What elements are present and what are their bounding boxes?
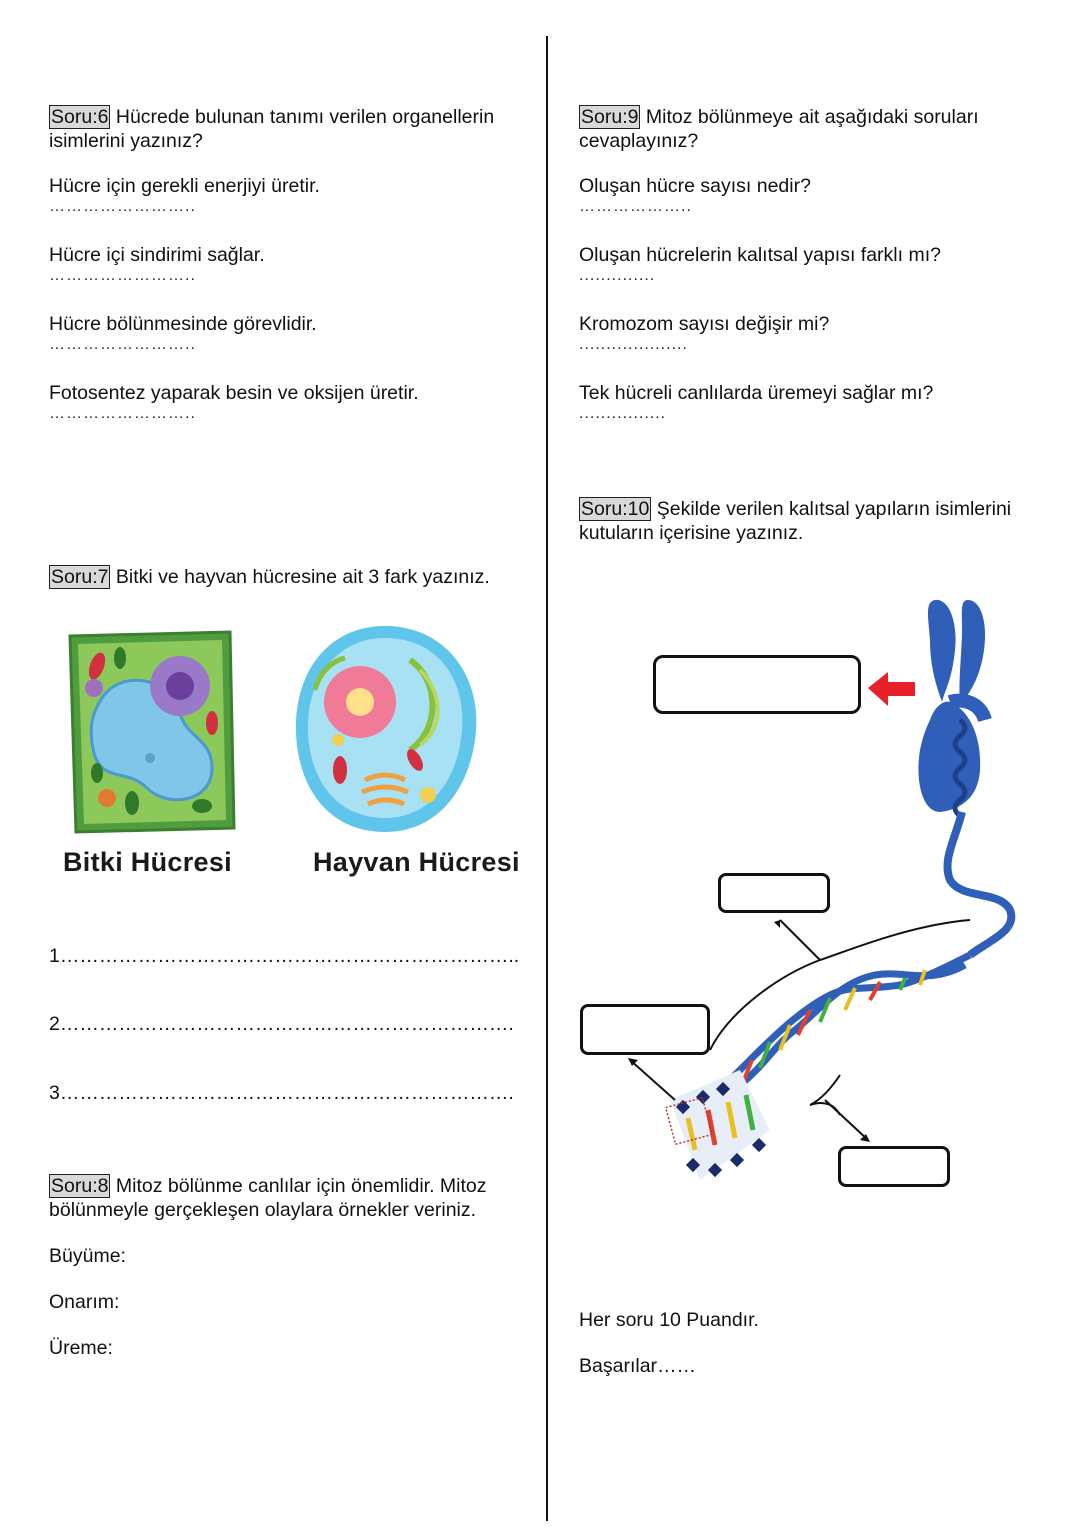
answer-blank[interactable]: …………………….. [49, 198, 196, 215]
question-8-tag: Soru:8 [51, 1175, 109, 1197]
q6-item-1 [49, 175, 320, 216]
q9-item-1 [579, 175, 811, 216]
answer-box-chromosome[interactable] [653, 655, 861, 714]
question-7 [49, 565, 529, 589]
question-7-tag: Soru:7 [51, 566, 109, 588]
difference-line-3[interactable]: 3……………………………………………………………. [49, 1082, 514, 1104]
nucleotide-ladder [666, 1070, 770, 1180]
plant-cell-illustration [62, 628, 240, 836]
question-6-tag: Soru:6 [51, 106, 109, 128]
points-note: Her soru 10 Puandır. [579, 1309, 759, 1331]
answer-blank[interactable]: …………………….. [49, 405, 196, 422]
animal-cell-illustration [290, 620, 480, 836]
question-6-text: Hücrede bulunan tanımı verilen organellerin isimlerini yazınız? [49, 106, 495, 152]
answer-box-dna[interactable] [718, 873, 830, 913]
plant-cell-label: Bitki Hücresi [63, 847, 232, 877]
answer-blank[interactable]: .............. [579, 267, 656, 284]
answer-box-gene[interactable] [838, 1146, 950, 1187]
q6-item-2 [49, 244, 265, 285]
question-9-text: Mitoz bölünmeye ait aşağıdaki soruları cevaplayınız? [579, 106, 979, 152]
q8-item-reproduction: Üreme: [49, 1337, 113, 1359]
q9-item-text: Kromozom sayısı değişir mi? [579, 313, 830, 335]
answer-blank[interactable]: .................... [579, 336, 688, 353]
q6-item-4 [49, 382, 419, 423]
difference-line-2[interactable]: 2……………………………………………………………. [49, 1013, 514, 1035]
question-10-text: Şekilde verilen kalıtsal yapıların isimlerini kutuların içerisine yazınız. [579, 498, 1012, 544]
q9-item-3 [579, 313, 829, 354]
q6-item-text: Hücre bölünmesinde görevlidir. [49, 313, 317, 335]
q9-item-2 [579, 244, 941, 285]
q9-item-4 [579, 382, 933, 423]
q9-item-text: Oluşan hücrelerin kalıtsal yapısı farklı mı? [579, 244, 941, 266]
q8-item-repair: Onarım: [49, 1291, 120, 1313]
difference-line-1[interactable]: 1…………………………………………………………….. [49, 945, 520, 967]
answer-box-nucleotide[interactable] [580, 1004, 710, 1055]
question-8 [49, 1174, 519, 1222]
q9-item-text: Oluşan hücre sayısı nedir? [579, 175, 811, 197]
answer-blank[interactable]: ……………….. [579, 198, 692, 215]
question-8-text: Mitoz bölünme canlılar için önemlidir. Mitoz bölünmeyle gerçekleşen olaylara örnekler veriniz. [49, 1175, 487, 1221]
q9-item-text: Tek hücreli canlılarda üremeyi sağlar mı? [579, 382, 934, 404]
q6-item-3 [49, 313, 317, 354]
column-divider [546, 36, 548, 1521]
answer-blank[interactable]: …………………….. [49, 267, 196, 284]
red-arrow-icon [868, 672, 915, 706]
q6-item-text: Hücre içi sindirimi sağlar. [49, 244, 265, 266]
good-luck-note: Başarılar…… [579, 1355, 697, 1377]
answer-blank[interactable]: …………………….. [49, 336, 196, 353]
chromosome-shape [918, 600, 1011, 955]
animal-cell-label: Hayvan Hücresi [313, 847, 520, 877]
question-9 [579, 105, 1039, 153]
question-7-text: Bitki ve hayvan hücresine ait 3 fark yazınız. [110, 566, 490, 588]
question-10-tag: Soru:10 [581, 498, 650, 520]
q6-item-text: Fotosentez yaparak besin ve oksijen üretir. [49, 382, 419, 404]
q8-item-growth: Büyüme: [49, 1245, 126, 1267]
q6-item-text: Hücre için gerekli enerjiyi üretir. [49, 175, 320, 197]
answer-blank[interactable]: ................ [579, 405, 667, 422]
question-9-tag: Soru:9 [581, 106, 639, 128]
question-6 [49, 105, 519, 153]
question-10 [579, 497, 1039, 545]
